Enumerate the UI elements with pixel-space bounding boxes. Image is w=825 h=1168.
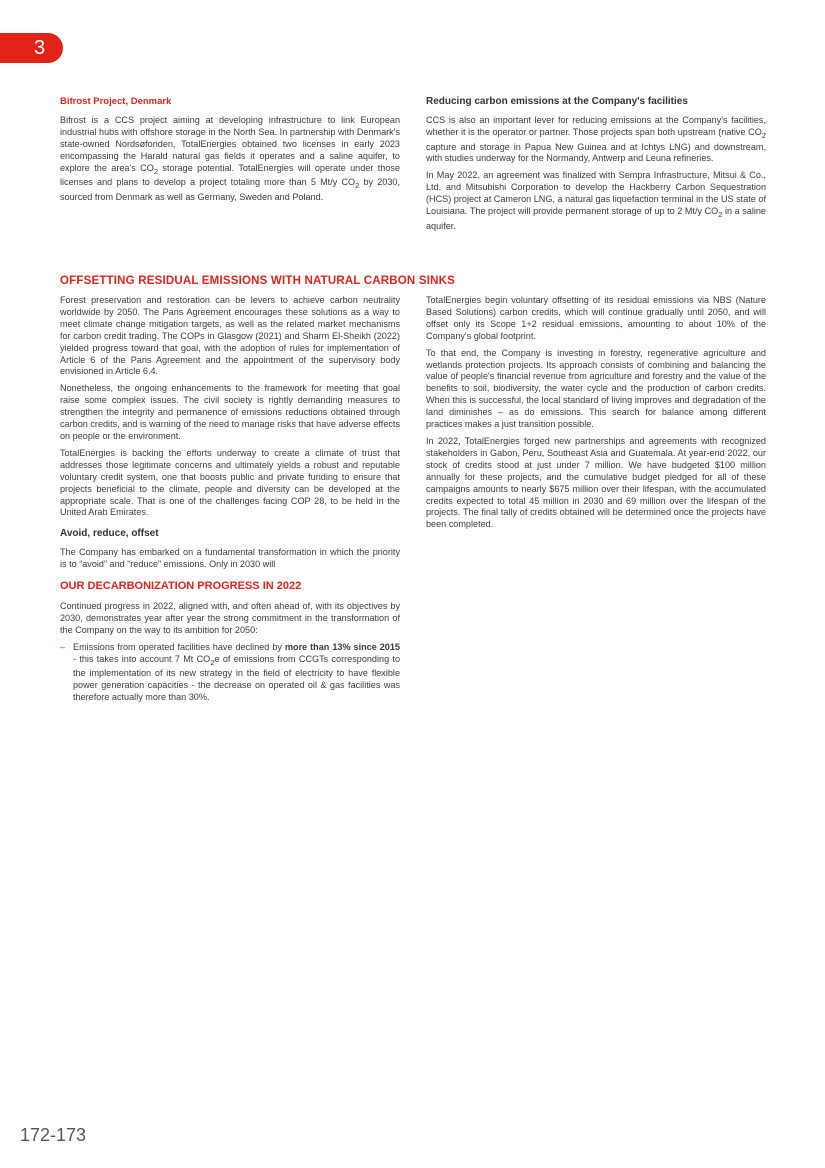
offsetting-right-column xyxy=(426,295,766,536)
page-number: 172-173 xyxy=(20,1125,87,1145)
chapter-tab: 3 xyxy=(0,33,63,63)
facilities-paragraph-1: CCS is also an important lever for reducing emissions at the Company's facilities, whether it is the operator or partner. Those projects span both upstream (native $CO_2$ capture and storage in Papua New Guinea and at Ichtys LNG) and downstream, with studies underway for the Normandy, Antwerp and Leuna refineries. xyxy=(426,114,766,164)
progress-intro: Continued progress in 2022, aligned with, and often ahead of, with its objectives by 2030, demonstrates year after year the strong commitment in the transformation of the Company on the way to its ambition for 2050: xyxy=(60,600,400,635)
facilities-paragraph-2: In May 2022, an agreement was finalized with Sempra Infrastructure, Mitsui & Co., Ltd. and Mitsubishi Corporation to develop the Hackberry Carbon Sequestration (HCS) project at Cameron LNG, a natural gas liquefaction terminal in the US state of Louisiana. The project will provide permanent storage of up to 2 Mt/y $CO_2$ in a saline aquifer. xyxy=(426,170,766,231)
offsetting-heading: OFFSETTING RESIDUAL EMISSIONS WITH NATURAL CARBON SINKS xyxy=(60,275,455,287)
offsetting-left-column xyxy=(60,295,400,704)
progress-bullet: – Emissions from operated facilities have declined by more than 13% since 2015 - this takes into account 7 Mt $CO_2e$ of emissions from CCGTs corresponding to the implementation of its new strategy in the field of electricity to have flexible power generation capacities - the decrease on operated oil & gas facilities was therefore actually more than 30%. xyxy=(60,641,400,703)
offsetting-right-paragraph-1: TotalEnergies begin voluntary offsetting of its residual emissions via NBS (Nature Based Solutions) carbon credits, which will continue gradually until 2050, and will offset only its Scope 1+2 residual emissions, amounting to about 10% of the Company's global footprint. xyxy=(426,295,766,341)
offsetting-right-paragraph-3: In 2022, TotalEnergies forged new partnerships and agreements with recognized stakeholders in Gabon, Peru, Southeast Asia and Guatemala. At year-end 2022, our stock of credits stood at just under 7 million. We have budgeted $100 million annually for these projects, and the cumulative budget pledged for all of these campaigns amounts to nearly $675 million over their lifespan, with the accumulated credits expected to total 45 million in 2030 and 69 million over the lifespan of the projects. The final tally of credits obtained will be determined once the projects have been completed. xyxy=(426,435,766,530)
facilities-title: Reducing carbon emissions at the Company's facilities xyxy=(426,96,688,107)
bullet-dash: – xyxy=(60,641,66,652)
offsetting-paragraph-2: Nonetheless, the ongoing enhancements to the framework for meeting that goal raise some complex issues. The civil society is rightly demanding measures to strengthen the integrity and permanence of emissions reductions obtained through carbon credits, and is warning of the need to manage risks that have adverse effects on people or the environment. xyxy=(60,383,400,441)
offsetting-right-paragraph-2: To that end, the Company is investing in forestry, regenerative agriculture and wetlands protection projects. Its approach consists of combining and balancing the value of people's financial revenue from agriculture and forestry and the value of the benefits to soil, biodiversity, the water cycle and the production of carbon credits. When this is successful, the local standard of living improves and degradation of the land diminishes – as do emissions. This search for balance among different practices makes a just transition possible. xyxy=(426,347,766,430)
progress-heading: OUR DECARBONIZATION PROGRESS IN 2022 xyxy=(60,580,302,593)
avoid-title: Avoid, reduce, offset xyxy=(60,528,159,540)
offsetting-paragraph-3: TotalEnergies is backing the efforts underway to create a climate of trust that addresses those legitimate concerns and ultimately yields a robust and reputable voluntary credit system, one that boosts public and private funding to ensure that projects beneficial to the climate, people and diversity can be developed at the appropriate scale. That is one of the challenges facing COP 28, to be held in the United Arab Emirates. xyxy=(60,447,400,518)
facilities-section xyxy=(426,96,766,238)
bifrost-text: Bifrost is a CCS project aiming at developing infrastructure to link European industrial hubs with offshore storage in the North Sea. In partnership with Denmark's state-owned Nordsøfonden, TotalEnergies obtained two licenses in early 2023 encompassing the Harald natural gas fields it operates and a saline aquifer, to explore the area's $CO_2$ storage potential. TotalEnergies will operate under those licenses and plans to develop a project totaling more than 5 Mt/y $CO_2$ by 2030, sourced from Denmark as well as Germany, Sweden and Poland. xyxy=(60,114,401,202)
bifrost-section xyxy=(60,96,400,209)
offsetting-paragraph-1: Forest preservation and restoration can be levers to achieve carbon neutrality worldwide by 2050. The Paris Agreement encourages these solutions as a way to meet climate change mitigation targets, as well as the related market mechanisms for carbon credit trading. The COPs in Glasgow (2021) and Sharm El-Sheikh (2022) yielded progress toward that goal, with the adoption of rules for implementation of Article 6 of the Paris Agreement and the appointment of the supervisory body envisioned in Article 6.4. xyxy=(60,295,400,377)
bifrost-title: Bifrost Project, Denmark xyxy=(60,96,172,107)
avoid-text: The Company has embarked on a fundamental transformation in which the priority is to “avoid” and “reduce” emissions. Only in 2030 will xyxy=(60,547,400,570)
